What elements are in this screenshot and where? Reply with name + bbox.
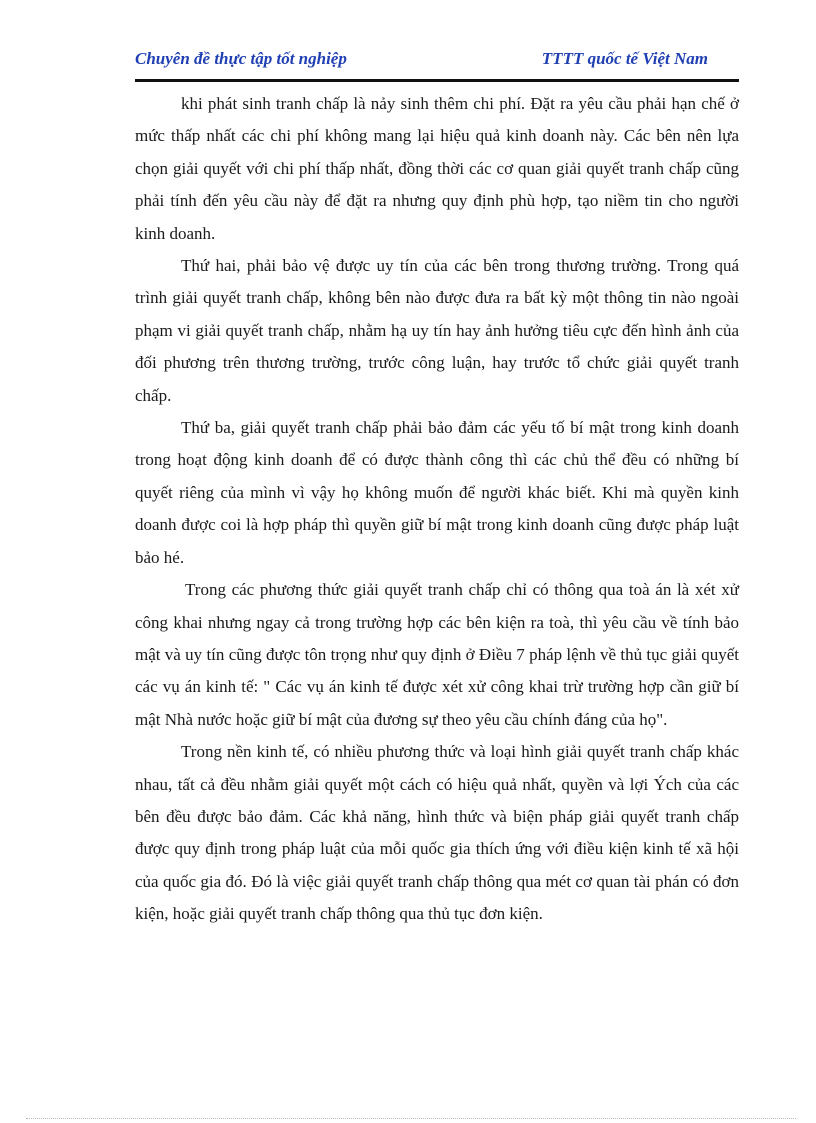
- paragraph-confidentiality: Thứ ba, giải quyết tranh chấp phải bảo đảm các yếu tố bí mật trong kinh doanh trong hoạt động kinh doanh để có được thành công thì các chủ thể đều có những bí quyết riêng của mình vì vậy họ không muốn để người khác biết. Khi mà quyền kinh doanh được coi là hợp pháp thì quyền giữ bí mật trong kinh doanh cũng được pháp luật bảo hé.: [135, 418, 739, 567]
- header-left-title: Chuyên đề thực tập tốt nghiệp: [135, 49, 347, 68]
- paragraph-dispute-types: Trong nền kinh tế, có nhiều phương thức và loại hình giải quyết tranh chấp khác nhau, tất cả đều nhằm giải quyết một cách có hiệu quả nhất, quyền và lợi Ých của các bên đều được bảo đảm. Các khả năng, hình thức và biện pháp giải quyết tranh chấp được quy định trong pháp luật của mỗi quốc gia thích ứng với điều kiện kinh tế xã hội của quốc gia đó. Đó là việc giải quyết tranh chấp thông qua mét cơ quan tài phán có đơn kiện, hoặc giải quyết tranh chấp thông qua thủ tục đơn kiện.: [135, 742, 739, 924]
- paragraph-cost: khi phát sinh tranh chấp là nảy sinh thêm chi phí. Đặt ra yêu cầu phải hạn chế ở mức thấp nhất các chi phí không mang lại hiệu quả kinh doanh này. Các bên nên lựa chọn giải quyết với chi phí thấp nhất, đồng thời các cơ quan giải quyết tranh chấp cũng phải tính đến yêu cầu này để đặt ra nhưng quy định phù hợp, tạo niềm tin cho người kinh doanh.: [135, 94, 739, 243]
- page-header: [135, 49, 738, 71]
- paragraph-reputation: Thứ hai, phải bảo vệ được uy tín của các bên trong thương trường. Trong quá trình giải quyết tranh chấp, không bên nào được đưa ra bất kỳ một thông tin nào ngoài phạm vi giải quyết tranh chấp, nhằm hạ uy tín hay ảnh hưởng tiêu cực đến hình ảnh của đối phương trên thương trường, trước công luận, hay trước tổ chức giải quyết tranh chấp.: [135, 256, 739, 405]
- page-bottom-divider: [26, 1118, 796, 1119]
- document-body: [135, 88, 739, 931]
- header-right-title: TTTT quốc tế Việt Nam: [541, 49, 708, 68]
- paragraph-court-methods: Trong các phương thức giải quyết tranh chấp chỉ có thông qua toà án là xét xử công khai nhưng ngay cả trong trường hợp các bên kiện ra toà, thì yêu cầu về tính bảo mật và uy tín cũng được tôn trọng như quy định ở Điều 7 pháp lệnh về thủ tục giải quyết các vụ án kinh tế: " Các vụ án kinh tế được xét xử công khai trừ trường hợp cần giữ bí mật Nhà nước hoặc giữ bí mật của đương sự theo yêu cầu chính đáng của họ".: [135, 580, 739, 729]
- header-rule: [135, 79, 739, 82]
